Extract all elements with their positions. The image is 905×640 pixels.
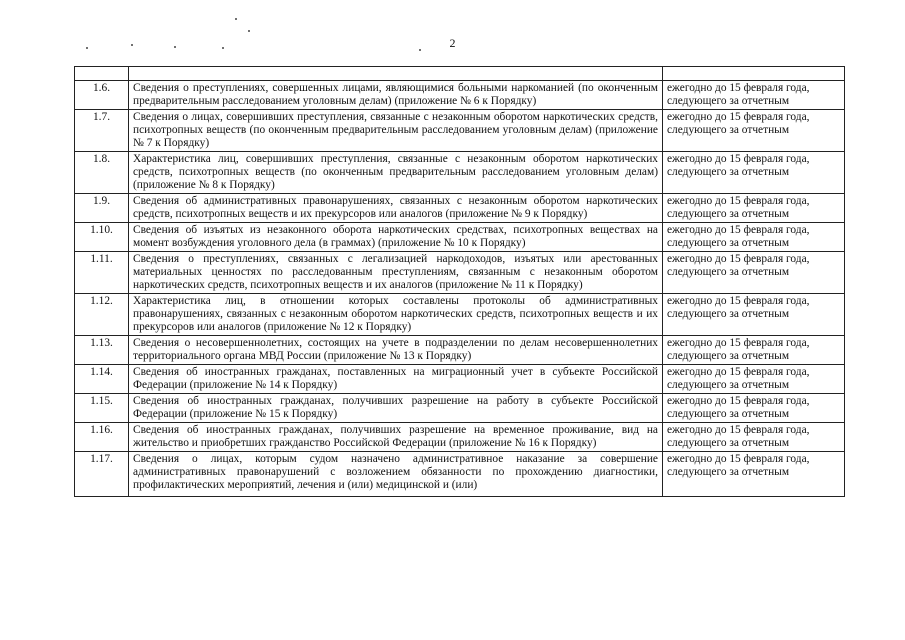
row-number: 1.9.: [75, 194, 129, 223]
row-deadline: ежегодно до 15 февраля года, следующего за отчетным: [663, 423, 845, 452]
table-top-row: [75, 67, 845, 81]
table-row: [75, 365, 845, 394]
row-description: [129, 452, 663, 497]
row-description: Сведения об иностранных гражданах, получивших разрешение на временное проживание, вид на жительство и приобретших гражданство Российской Федерации (приложение № 16 к Порядку): [129, 423, 663, 452]
row-description: Сведения об иностранных гражданах, поставленных на миграционный учет в субъекте Российской Федерации (приложение № 14 к Порядку): [129, 365, 663, 394]
row-deadline: ежегодно до 15 февраля года, следующего за отчетным: [663, 81, 845, 110]
table-row: [75, 452, 845, 497]
row-deadline: ежегодно до 15 февраля года, следующего за отчетным: [663, 110, 845, 152]
row-description: Сведения о лицах, совершивших преступления, связанные с незаконным оборотом наркотических средств, психотропных веществ (по оконченным предварительным расследованием уголовным делам) (приложение № 7 к Порядку): [129, 110, 663, 152]
row-number: 1.10.: [75, 223, 129, 252]
row-number: 1.12.: [75, 294, 129, 336]
row-number: 1.8.: [75, 152, 129, 194]
row-deadline: ежегодно до 15 февраля года, следующего за отчетным: [663, 294, 845, 336]
top-cell: [129, 67, 663, 81]
row-number: 1.6.: [75, 81, 129, 110]
row-description-text: Сведения о лицах, которым судом назначено административное наказание за совершение административных правонарушений с возложением обязанности по прохождению диагностики, профилактических мероприятий, лечения и (или) медицинской и (или): [133, 453, 658, 491]
row-description: Сведения об административных правонарушениях, связанных с незаконным оборотом наркотических средств, психотропных веществ и их прекурсоров или аналогов (приложение № 9 к Порядку): [129, 194, 663, 223]
table-row: [75, 152, 845, 194]
row-description: Сведения об иностранных гражданах, получивших разрешение на работу в субъекте Российской Федерации (приложение № 15 к Порядку): [129, 394, 663, 423]
row-number: 1.7.: [75, 110, 129, 152]
row-description: Характеристика лиц, совершивших преступления, связанные с незаконным оборотом наркотических средств, психотропных веществ (по оконченным предварительным расследованием уголовным делам) (приложение № 8 к Порядку): [129, 152, 663, 194]
table-row: [75, 223, 845, 252]
page-number: 2: [449, 36, 456, 50]
row-number: 1.13.: [75, 336, 129, 365]
top-cell: [75, 67, 129, 81]
row-number: 1.14.: [75, 365, 129, 394]
row-number: 1.17.: [75, 452, 129, 497]
table-row: [75, 81, 845, 110]
row-deadline: ежегодно до 15 февраля года, следующего за отчетным: [663, 394, 845, 423]
row-description: Сведения о преступлениях, совершенных лицами, являющимися больными наркоманией (по оконченным предварительным расследованием уголовным делам) (приложение № 6 к Порядку): [129, 81, 663, 110]
row-deadline: ежегодно до 15 февраля года, следующего за отчетным: [663, 365, 845, 394]
row-deadline: ежегодно до 15 февраля года, следующего за отчетным: [663, 194, 845, 223]
table-row: [75, 294, 845, 336]
row-description: Сведения о несовершеннолетних, состоящих на учете в подразделении по делам несовершеннолетних территориального органа МВД России (приложение № 13 к Порядку): [129, 336, 663, 365]
row-deadline: ежегодно до 15 февраля года, следующего за отчетным: [663, 152, 845, 194]
table-row: [75, 252, 845, 294]
table-row: [75, 336, 845, 365]
table-row: [75, 394, 845, 423]
row-deadline: ежегодно до 15 февраля года, следующего за отчетным: [663, 223, 845, 252]
table-row: [75, 423, 845, 452]
table-row: [75, 194, 845, 223]
row-deadline: ежегодно до 15 февраля года, следующего за отчетным: [663, 452, 845, 497]
reporting-table: [74, 66, 845, 497]
row-number: 1.11.: [75, 252, 129, 294]
row-description: Сведения об изъятых из незаконного оборота наркотических средствах, психотропных веществах на момент возбуждения уголовного дела (в граммах) (приложение № 10 к Порядку): [129, 223, 663, 252]
row-description: Сведения о преступлениях, связанных с легализацией наркодоходов, изъятых или арестованных материальных ценностях по расследованным преступлениям, связанным с незаконным оборотом наркотических средств, психотропных веществ и их аналогов (приложение № 11 к Порядку): [129, 252, 663, 294]
row-deadline: ежегодно до 15 февраля года, следующего за отчетным: [663, 336, 845, 365]
row-number: 1.15.: [75, 394, 129, 423]
table-row: [75, 110, 845, 152]
row-deadline: ежегодно до 15 февраля года, следующего за отчетным: [663, 252, 845, 294]
top-cell: [663, 67, 845, 81]
row-number: 1.16.: [75, 423, 129, 452]
row-description: Характеристика лиц, в отношении которых составлены протоколы об административных правонарушениях, связанных с незаконным оборотом наркотических средств, психотропных веществ и их прекурсоров или аналогов (приложение № 12 к Порядку): [129, 294, 663, 336]
